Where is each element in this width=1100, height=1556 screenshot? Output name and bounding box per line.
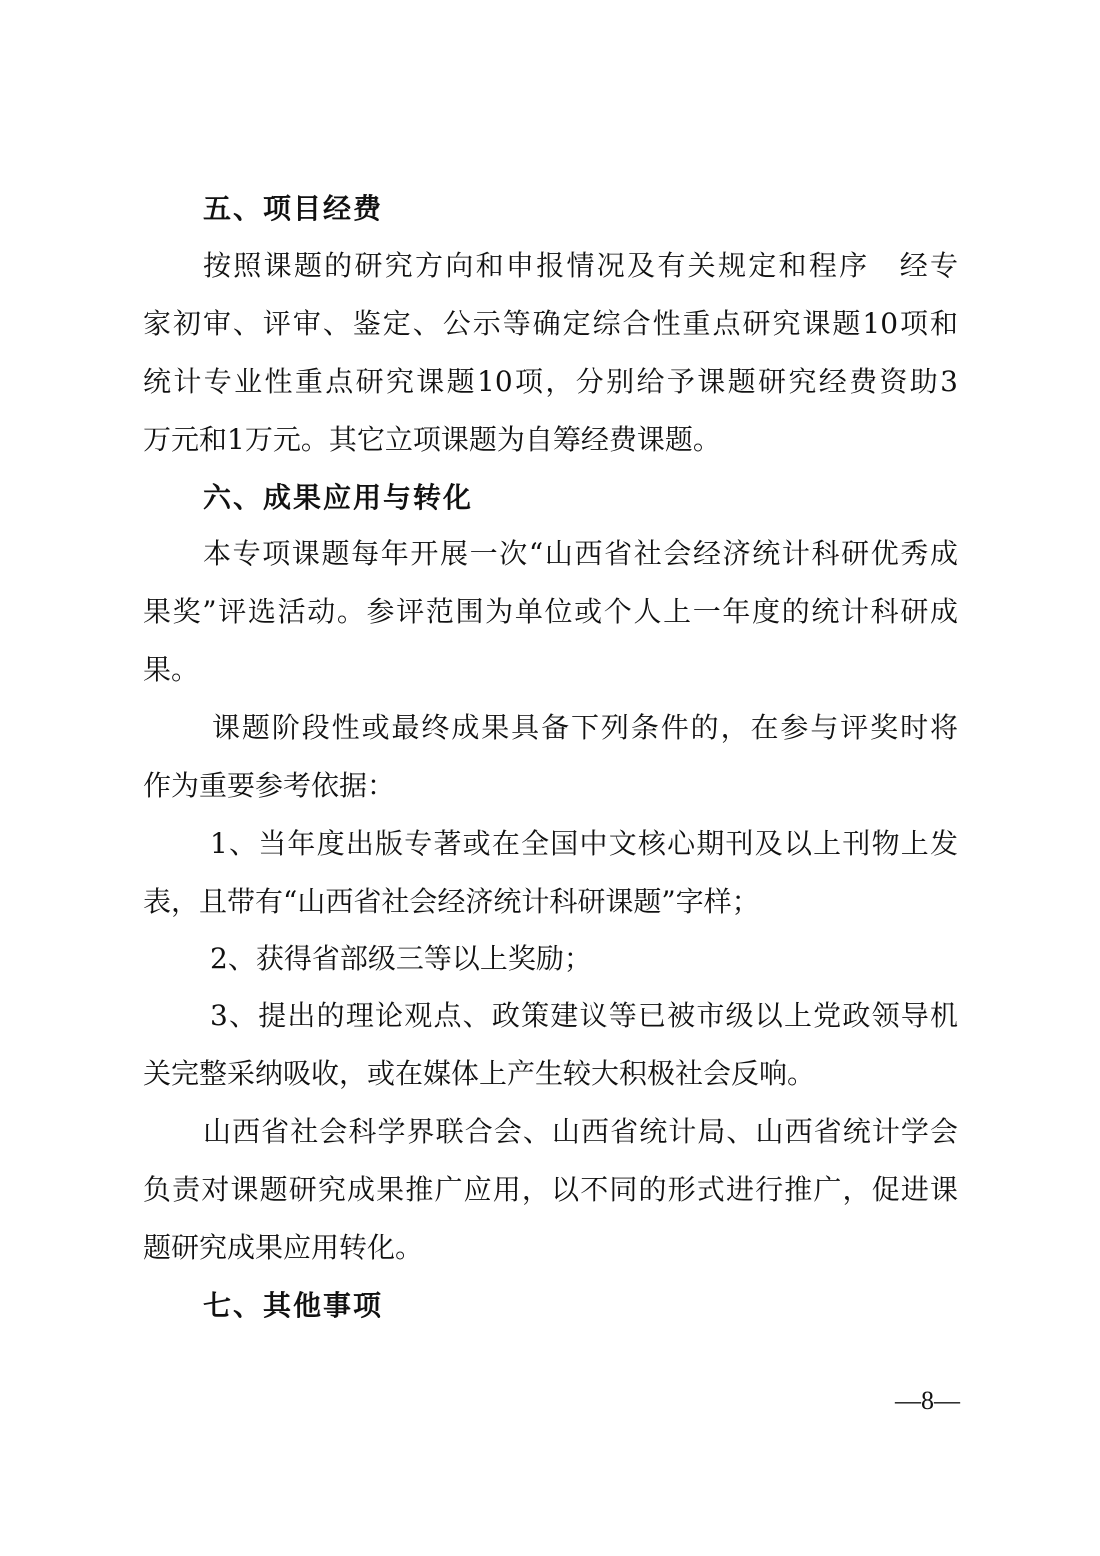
- results-para1-line-2: 果奖”评选活动。参评范围为单位或个人上一年度的统计科研成: [143, 595, 958, 628]
- section-heading-other: 七、其他事项: [203, 1289, 384, 1322]
- results-para2-line-2: 作为重要参考依据：: [143, 769, 396, 802]
- condition-item-1-line-2: 表，且带有“山西省社会经济统计科研课题”字样；: [143, 885, 760, 918]
- condition-item-3-line-1: 3、提出的理论观点、政策建议等已被市级以上党政领导机: [210, 999, 958, 1032]
- funding-line-3: 统计专业性重点研究课题10项，分别给予课题研究经费资助3: [143, 365, 958, 398]
- promotion-line-1: 山西省社会科学界联合会、山西省统计局、山西省统计学会: [203, 1115, 958, 1148]
- section-heading-results: 六、成果应用与转化: [203, 481, 474, 514]
- promotion-line-2: 负责对课题研究成果推广应用，以不同的形式进行推广，促进课: [143, 1173, 958, 1206]
- condition-item-1-line-1: 1、当年度出版专著或在全国中文核心期刊及以上刊物上发: [210, 827, 958, 860]
- condition-item-2: 2、获得省部级三等以上奖励；: [210, 942, 592, 975]
- condition-item-3-line-2: 关完整采纳吸收，或在媒体上产生较大积极社会反响。: [143, 1057, 816, 1090]
- section-heading-funding: 五、项目经费: [203, 192, 384, 225]
- page-number: —8—: [895, 1386, 960, 1415]
- results-para2-line-1: 课题阶段性或最终成果具备下列条件的，在参与评奖时将: [212, 711, 958, 744]
- funding-line-2: 家初审、评审、鉴定、公示等确定综合性重点研究课题10项和: [143, 307, 958, 340]
- promotion-line-3: 题研究成果应用转化。: [143, 1231, 424, 1264]
- funding-line-4: 万元和1万元。其它立项课题为自筹经费课题。: [143, 423, 721, 456]
- results-para1-line-3: 果。: [143, 653, 200, 686]
- results-para1-line-1: 本专项课题每年开展一次“山西省社会经济统计科研优秀成: [203, 537, 958, 570]
- funding-line-1: 按照课题的研究方向和申报情况及有关规定和程序 经专: [203, 249, 958, 282]
